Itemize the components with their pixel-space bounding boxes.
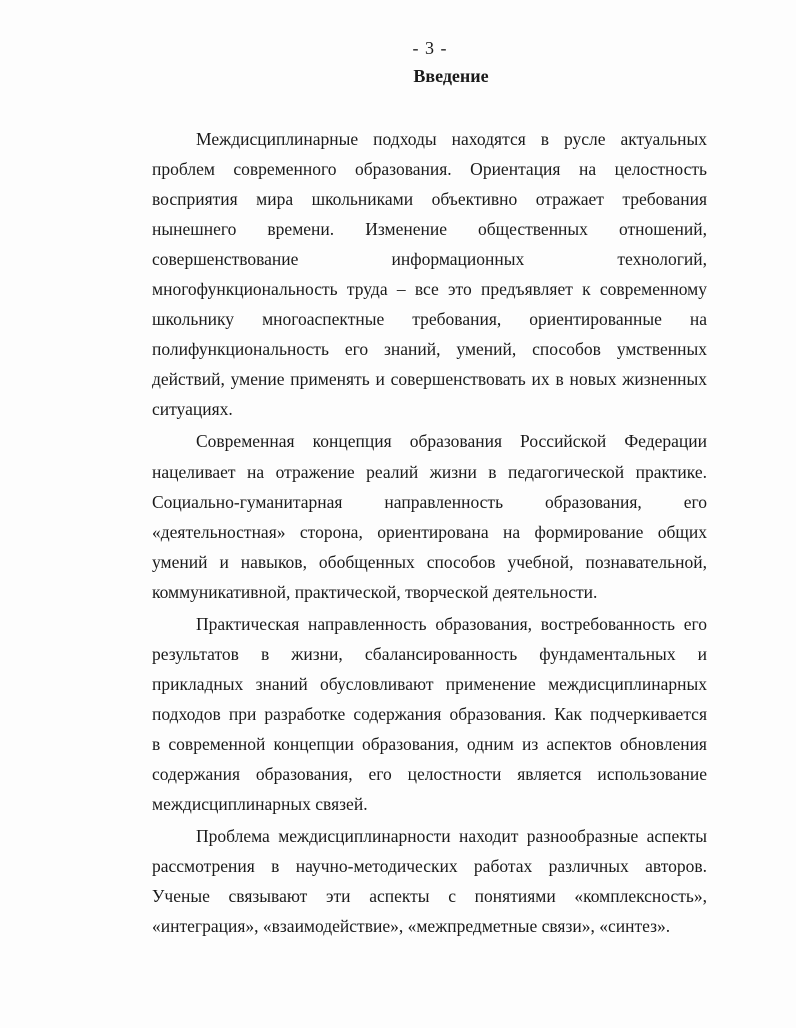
paragraph-4 xyxy=(152,821,707,941)
text-line: Социально-гуманитарная направленность образования, его xyxy=(152,491,707,512)
text-line: действий, умение применять и совершенствовать их в новых жизненных xyxy=(152,369,707,390)
body-text xyxy=(152,124,707,941)
text-line: умений и навыков, обобщенных способов учебной, познавательной, xyxy=(152,551,707,572)
text-line: рассмотрения в научно-методических работах различных авторов. xyxy=(152,856,707,877)
text-line: многофункциональность труда – все это предъявляет к современному xyxy=(152,279,707,300)
text-line: в современной концепции образования, одним из аспектов обновления xyxy=(152,733,707,754)
text-line: ситуациях. xyxy=(152,399,233,420)
text-line: «деятельностная» сторона, ориентирована на формирование общих xyxy=(152,521,707,542)
text-line: восприятия мира школьниками объективно отражает требования xyxy=(152,189,707,210)
text-line: совершенствование информационных технологий, xyxy=(152,249,707,270)
text-line: нынешнего времени. Изменение общественных отношений, xyxy=(152,219,707,240)
page-number: - 3 - xyxy=(412,38,448,58)
text-line: Проблема междисциплинарности находит разнообразные аспекты xyxy=(196,826,707,847)
text-line: результатов в жизни, сбалансированность фундаментальных и xyxy=(152,643,707,664)
text-line: «интеграция», «взаимодействие», «межпредметные связи», «синтез». xyxy=(152,916,671,937)
text-line: Практическая направленность образования, востребованность его xyxy=(196,613,707,634)
paragraph-3 xyxy=(152,609,707,819)
text-line: Ученые связывают эти аспекты с понятиями «комплексность», xyxy=(152,886,707,907)
paragraph-1 xyxy=(152,124,707,424)
paragraph-2 xyxy=(152,426,707,606)
text-line: проблем современного образования. Ориентация на целостность xyxy=(152,159,707,180)
text-line: нацеливает на отражение реалий жизни в педагогической практике. xyxy=(152,461,707,482)
text-line: Современная концепция образования Российской Федерации xyxy=(196,431,707,452)
text-line: Междисциплинарные подходы находятся в русле актуальных xyxy=(196,129,707,149)
page-title: Введение xyxy=(413,66,489,86)
text-line: полифункциональность его знаний, умений, способов умственных xyxy=(152,339,707,360)
text-line: прикладных знаний обусловливают применение междисциплинарных xyxy=(152,673,707,694)
text-line: коммуникативной, практической, творческой деятельности. xyxy=(152,581,598,602)
text-line: подходов при разработке содержания образования. Как подчеркивается xyxy=(152,703,707,724)
text-line: школьнику многоаспектные требования, ориентированные на xyxy=(152,309,707,330)
text-line: междисциплинарных связей. xyxy=(152,794,368,815)
text-line: содержания образования, его целостности является использование xyxy=(152,763,707,784)
